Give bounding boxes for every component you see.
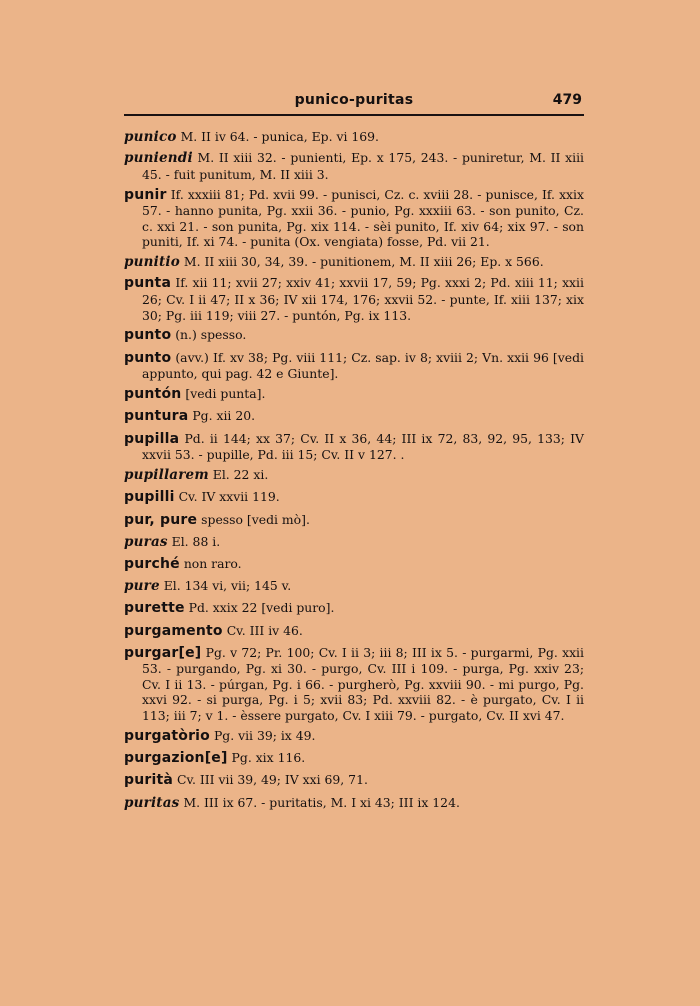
entry-punto-noun [124, 327, 584, 344]
entry-purgazione [124, 750, 584, 767]
running-head [124, 92, 584, 112]
entry-text: M. II iv 64. - punica, Ep. vi 169. [180, 129, 379, 144]
entry-text: M. II xiii 30, 34, 39. - punitionem, M. II xiii 26; Ep. x 566. [183, 254, 544, 270]
page-number: 479 [552, 92, 582, 108]
entry-text: Pg. xix 116. [231, 750, 306, 766]
entry-pupillarem [124, 467, 584, 484]
entry-pupilli [124, 489, 584, 506]
entry-text: M. II xiii 32. - punienti, Ep. x 175, 243. - puniretur, M. II xiii 45. - fuit punitum, M. II xiii 3. [142, 149, 584, 182]
entry-text: If. xxxiii 81; Pd. xvii 99. - punisci, Cz. c. xviii 28. - punisce, If. xxix 57. - hanno punita, Pg. xxii 36. - punio, Pg. xxxiii 63. - son punito, Cz. c. xxi 21. - son punita, Pg. xix 114. - sèi punito, If. xiv 64; xix 97. - son puniti, If. xi 74. - punita (Ox. vengiata) fosse, Pd. vii 21. [142, 186, 584, 250]
entry-pure [124, 578, 584, 595]
entry-punta [124, 275, 584, 323]
headword: puntura [124, 408, 189, 425]
entry-text: M. III ix 67. - puritatis, M. I xi 43; III ix 124. [183, 794, 460, 810]
headword: purgazion[e] [124, 750, 228, 767]
entry-text: El. 88 i. [171, 533, 221, 549]
entry-list [124, 129, 584, 817]
headword: punitio [124, 254, 180, 271]
entry-puras [124, 534, 584, 551]
entry-purette [124, 600, 584, 617]
entry-text: Pg. v 72; Pr. 100; Cv. I ii 3; iii 8; III ix 5. - purgarmi, Pg. xxii 53. - purgando, Pg. xi 30. - purgo, Cv. III i 109. - purga, Pg. xxiv 23; Cv. I ii 13. - púrgan, Pg. i 66. - purgherò, Pg. xxviii 90. - mi purgo, Pg. xxvi 92. - si purga, Pg. i 5; xvii 83; Pd. xxviii 82. - è purgato, Cv. I ii 113; iii 7; v 1. - èssere purgato, Cv. I xiii 79. - purgato, Cv. II xvi 47. [142, 644, 584, 724]
headword: punto [124, 349, 172, 366]
headword: pure [124, 578, 160, 595]
entry-punir [124, 187, 584, 250]
headword: purgar[e] [124, 644, 202, 661]
headword: purette [124, 600, 185, 617]
headword: punto [124, 327, 172, 344]
headword: pupilli [124, 489, 175, 506]
entry-text: El. 22 xi. [212, 467, 269, 483]
entry-punico [124, 129, 584, 146]
entry-puritas [124, 795, 584, 812]
headword: pur, pure [124, 511, 198, 528]
headword: purgamento [124, 622, 223, 639]
headword: punta [124, 275, 172, 292]
running-title: punico-puritas [294, 92, 414, 108]
entry-purita [124, 772, 584, 789]
entry-text: (avv.) If. xv 38; Pg. viii 111; Cz. sap. iv 8; xviii 2; Vn. xxii 96 [vedi appunto, qui pag. 42 e Giunte]. [142, 349, 584, 382]
headword: purché [124, 555, 180, 572]
entry-text: El. 134 vi, vii; 145 v. [163, 578, 292, 594]
entry-purgamento [124, 623, 584, 640]
headword: puras [124, 533, 168, 550]
entry-text: If. xii 11; xvii 27; xxiv 41; xxvii 17, 59; Pg. xxxi 2; Pd. xiii 11; xxii 26; Cv. I ii 47; II x 36; IV xii 174, 176; xxvii 52. - punte, If. xiii 137; xix 30; Pg. iii 119; viii 27. - puntón, Pg. ix 113. [142, 275, 584, 323]
headword: purgatòrio [124, 728, 210, 745]
entry-text: non raro. [183, 555, 242, 571]
headword: puntón [124, 386, 182, 403]
entry-text: Cv. III vii 39, 49; IV xxi 69, 71. [176, 772, 368, 788]
headword: pupillarem [124, 467, 209, 484]
headword: punico [124, 129, 177, 145]
entry-text: Cv. III iv 46. [226, 622, 303, 638]
entry-punton [124, 386, 584, 403]
entry-text: Pd. ii 144; xx 37; Cv. II x 36, 44; III ix 72, 83, 92, 95, 133; IV xxvii 53. - pupille, Pd. iii 15; Cv. II v 127. . [142, 430, 584, 463]
headword: puniendi [124, 149, 193, 166]
entry-punitio [124, 254, 584, 271]
headword: pupilla [124, 430, 180, 447]
entry-purgatorio [124, 728, 584, 745]
entry-purgare [124, 645, 584, 724]
entry-puntura [124, 408, 584, 425]
entry-pupilla [124, 431, 584, 463]
headword: punir [124, 186, 167, 203]
entry-purche [124, 556, 584, 573]
headword: purità [124, 772, 174, 789]
entry-text: Pg. vii 39; ix 49. [213, 728, 316, 744]
entry-text: spesso [vedi mò]. [201, 511, 310, 527]
entry-punto-adverb [124, 350, 584, 382]
entry-text: Cv. IV xxvii 119. [178, 489, 280, 505]
entry-text: Pg. xii 20. [192, 408, 256, 424]
entry-text: [vedi punta]. [185, 386, 266, 402]
entry-puniendi [124, 150, 584, 182]
header-rule [124, 114, 584, 116]
entry-pur-pure [124, 512, 584, 529]
entry-text: Pd. xxix 22 [vedi puro]. [188, 600, 335, 616]
headword: puritas [124, 794, 180, 811]
entry-text: (n.) spesso. [175, 327, 247, 343]
